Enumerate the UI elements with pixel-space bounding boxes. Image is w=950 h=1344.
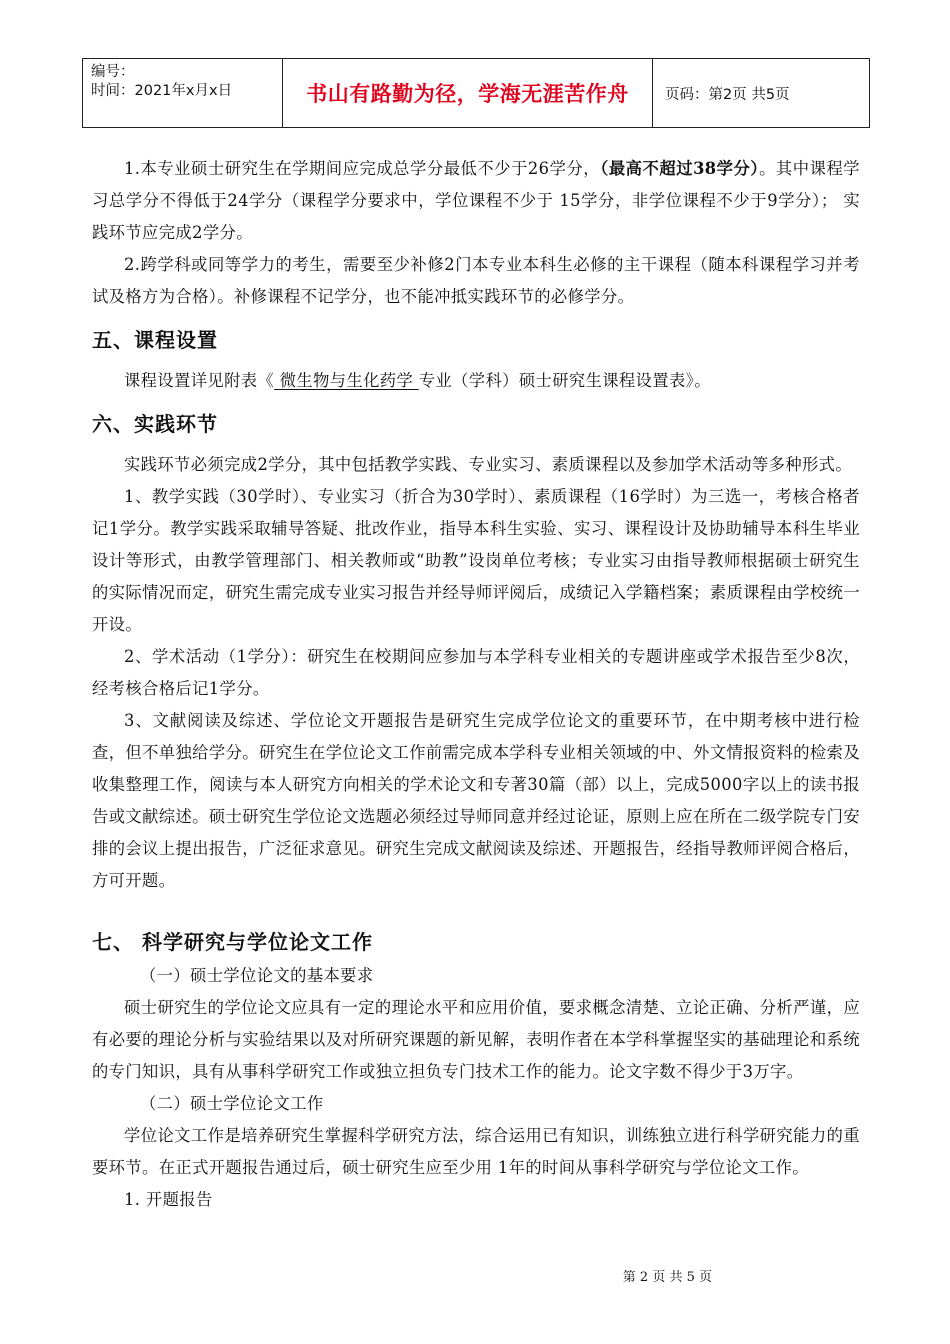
course-text-a: 课程设置详见附表《	[124, 371, 275, 390]
header-motto: 书山有路勤为径，学海无涯苦作舟	[283, 59, 653, 127]
practice-paragraph-2: 2、学术活动（1学分）：研究生在校期间应参加与本学科专业相关的专题讲座或学术报告至少8次，经考核合格后记1学分。	[92, 647, 860, 698]
section-research	[92, 928, 860, 1216]
credit-max-bold: （最高不超过38学分）	[600, 159, 760, 178]
research-item-1: 1. 开题报告	[124, 1190, 213, 1209]
page-header	[82, 58, 870, 128]
credit-paragraph-2: 2.跨学科或同等学力的考生，需要至少补修2门本专业本科生必修的主干课程（随本科课程学习并考试及格方为合格）。补修课程不记学分，也不能冲抵实践环节的必修学分。	[92, 255, 860, 306]
code-label: 编号：	[91, 64, 135, 80]
credit-paragraph-1	[92, 153, 860, 249]
section-practice	[92, 410, 860, 897]
practice-paragraph-3: 3、文献阅读及综述、学位论文开题报告是研究生完成学位论文的重要环节，在中期考核中进行检查，但不单独给学分。研究生在学位论文工作前需完成本学科专业相关领域的中、外文情报资料的检索及收集整理工作，阅读与本人研究方向相关的学术论文和专著30篇（部）以上，完成5000字以上的读书报告或文献综述。硕士研究生学位论文选题必须经过导师同意并经过论证，原则上应在所在二级学院专门安排的会议上提出报告，广泛征求意见。研究生完成文献阅读及综述、开题报告，经指导教师评阅合格后，方可开题。	[92, 711, 860, 890]
header-meta	[83, 59, 283, 127]
section-course	[92, 326, 860, 397]
credit-requirements	[92, 153, 860, 313]
page-footer: 第 2 页 共 5 页	[622, 1270, 712, 1285]
section-heading-practice: 六、实践环节	[92, 412, 218, 436]
practice-paragraph-0: 实践环节必须完成2学分，其中包括教学实践、专业实习、素质课程以及参加学术活动等多种形式。	[124, 455, 853, 474]
research-paragraph-1: 硕士研究生的学位论文应具有一定的理论水平和应用价值，要求概念清楚、立论正确、分析严谨，应有必要的理论分析与实验结果以及对所研究课题的新见解，表明作者在本学科掌握坚实的基础理论和系统的专门知识，具有从事科学研究工作或独立担负专门技术工作的能力。论文字数不得少于3万字。	[92, 998, 860, 1081]
credit-text-a: 1.本专业硕士研究生在学期间应完成总学分最低不少于26学分，	[124, 159, 601, 178]
credit-text-b: 。其中课程学习总学分不得低于24学分（课程学分要求中，学位课程不少于 15学分，非学位课程不少于9学分）； 实践环节应完成2学分。	[92, 159, 860, 242]
research-subheading-2: （二）硕士学位论文工作	[140, 1094, 324, 1113]
time-label: 时间：2021年x月x日	[91, 83, 233, 99]
section-heading-research: 七、 科学研究与学位论文工作	[92, 930, 373, 954]
header-page-label: 页码：第2页 共5页	[665, 86, 790, 103]
section-heading-course: 五、课程设置	[92, 328, 218, 352]
course-text-b: 专业（学科）硕士研究生课程设置表》。	[418, 371, 711, 390]
practice-paragraph-1: 1、教学实践（30学时）、专业实习（折合为30学时）、素质课程（16学时）为三选一，考核合格者记1学分。教学实践采取辅导答疑、批改作业，指导本科生实验、实习、课程设计及协助辅导本科生毕业设计等形式，由教学管理部门、相关教师或“助教”设岗单位考核；专业实习由指导教师根据硕士研究生的实际情况而定，研究生需完成专业实习报告并经导师评阅后，成绩记入学籍档案；素质课程由学校统一开设。	[92, 487, 860, 634]
course-paragraph	[92, 365, 860, 397]
research-paragraph-2: 学位论文工作是培养研究生掌握科学研究方法，综合运用已有知识，训练独立进行科学研究能力的重要环节。在正式开题报告通过后，硕士研究生应至少用 1年的时间从事科学研究与学位论文工作。	[92, 1126, 860, 1177]
research-subheading-1: （一）硕士学位论文的基本要求	[140, 966, 374, 985]
major-name: 微生物与生化药学	[274, 371, 419, 390]
